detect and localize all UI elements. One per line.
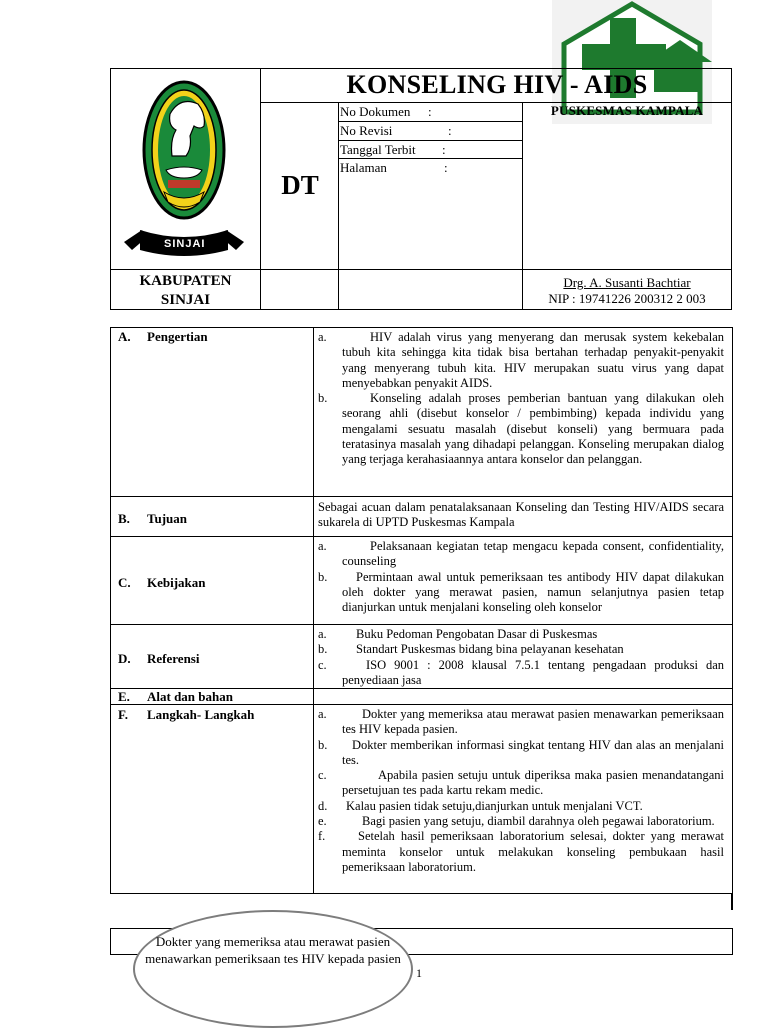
section-letter: E. (118, 689, 130, 704)
list-item (318, 768, 724, 799)
flowchart-step-ellipse (133, 910, 413, 1028)
list-text: Setelah hasil pemeriksaan laboratorium selesai, dokter yang merawat meminta konselor untuk melakukan konseling pembukaan hasil pemeriksaan laboratorium. (342, 829, 724, 874)
list-text: Kalau pasien tidak setuju,dianjurkan untuk menjalani VCT. (346, 798, 643, 813)
meta-no-dokumen (340, 104, 520, 120)
header-divider (338, 102, 339, 310)
list-item (318, 627, 724, 642)
flowchart-step-text: Dokter yang memeriksa atau merawat pasien menawarkan pemeriksaan tes HIV kepada pasien (145, 934, 401, 966)
list-marker: d. (318, 798, 328, 813)
region-line: KABUPATEN (139, 273, 232, 289)
section-title: Tujuan (147, 511, 187, 526)
meta-label: Tanggal Terbit (340, 142, 416, 157)
list-text: HIV adalah virus yang menyerang dan merusak system kekebalan tubuh kita sehingga kita tidak bisa bertahan terhadap penyakit-penyakit yang menyerang tubuh kita. HIV merupakan suatu virus yang dapat menyebabkan penyakit AIDS. (342, 330, 724, 390)
list-text: Pelaksanaan kegiatan tetap mengacu kepada consent, confidentiality, counseling (342, 539, 724, 569)
list-item (318, 570, 724, 616)
flowchart-step-number: 1 (416, 966, 422, 980)
meta-colon: : (428, 104, 432, 119)
table-divider (313, 327, 314, 894)
section-letter: B. (118, 511, 130, 526)
table-divider (731, 894, 733, 910)
list-item (318, 814, 724, 829)
list-item (318, 707, 724, 738)
section-title: Referensi (147, 651, 200, 666)
meta-colon: : (444, 160, 448, 175)
section-letter: D. (118, 651, 131, 666)
list-item (318, 539, 724, 570)
section-letter: F. (118, 707, 128, 722)
list-marker: b. (318, 391, 328, 406)
list-text: Dokter yang memeriksa atau merawat pasien menawarkan pemeriksaan tes HIV kepada pasien. (342, 707, 724, 737)
meta-colon: : (448, 123, 452, 138)
header-divider (260, 69, 261, 309)
list-marker: e. (318, 814, 327, 829)
list-item (318, 391, 724, 467)
list-text: Apabila pasien setuju untuk diperiksa maka pasien menandatangani persetujuan tes pada kartu rekam medic. (342, 768, 724, 798)
list-item (318, 799, 724, 814)
list-text: ISO 9001 : 2008 klausal 7.5.1 tentang pengadaan produksi dan penyediaan jasa (342, 657, 724, 687)
header-divider (338, 121, 522, 122)
table-divider (110, 496, 733, 497)
list-marker: a. (318, 627, 327, 641)
list-marker: f. (318, 829, 326, 844)
list-item (318, 829, 724, 875)
meta-colon: : (442, 142, 446, 157)
meta-label: Halaman (340, 160, 387, 175)
list-text: Buku Pedoman Pengobatan Dasar di Puskesmas (356, 627, 598, 641)
sinjai-emblem-logo (120, 74, 248, 262)
meta-label: No Dokumen (340, 104, 411, 119)
list-item (318, 658, 724, 689)
header-divider (522, 102, 523, 310)
section-content-tujuan: Sebagai acuan dalam penatalaksanaan Konseling dan Testing HIV/AIDS secara sukarela di UPTD Puskesmas Kampala (318, 500, 724, 530)
section-content-pengertian (318, 330, 724, 468)
section-letter: C. (118, 575, 131, 590)
list-text: Permintaan awal untuk pemeriksaan tes antibody HIV dapat dilakukan oleh dokter yang merawat pasien, namun selanjutnya pasien tetap dianjurkan untuk menjalani konseling oleh konselor (342, 569, 724, 615)
list-marker: b. (318, 569, 328, 584)
list-marker: a. (318, 707, 327, 721)
meta-tanggal-terbit (340, 142, 520, 158)
list-marker: b. (318, 642, 328, 657)
section-title: Langkah- Langkah (147, 707, 255, 722)
list-text: Dokter memberikan informasi singkat tentang HIV dan alas an menjalani tes. (342, 737, 724, 767)
list-item (318, 330, 724, 391)
meta-label: No Revisi (340, 123, 393, 138)
signer-nip: NIP : 19741226 200312 2 003 (548, 291, 706, 306)
header-divider (338, 158, 522, 159)
table-divider (110, 624, 733, 625)
header-divider (110, 269, 732, 270)
section-title: Kebijakan (147, 575, 206, 590)
list-item (318, 738, 724, 769)
section-letter: A. (118, 329, 131, 344)
list-marker: b. (318, 737, 328, 752)
document-title: KONSELING HIV - AIDS (346, 70, 648, 99)
list-text: Konseling adalah proses pemberian bantuan yang dilakukan oleh seorang ahli (disebut konselor / pembimbing) kepada individu yang mengalami sesuatu masalah (disebut konseli) yang bermuara pada teratasinya masalah yang dihadapi pelanggan. Konseling merupakan dialog yang terjaga kerahasiaannya antara konselor dan pelanggan. (342, 391, 724, 467)
list-text: Standart Puskesmas bidang bina pelayanan kesehatan (356, 642, 624, 657)
list-marker: c. (318, 657, 327, 672)
meta-no-revisi (340, 123, 520, 139)
section-title: Pengertian (147, 329, 208, 344)
meta-halaman (340, 160, 520, 176)
header-divider (338, 140, 522, 141)
section-content-referensi (318, 627, 724, 688)
list-marker: a. (318, 330, 327, 344)
list-item (318, 642, 724, 657)
logo-banner-text: SINJAI (164, 238, 206, 250)
section-content-langkah (318, 707, 724, 875)
signer-name: Drg. A. Susanti Bachtiar (563, 275, 691, 290)
region-line: SINJAI (160, 292, 211, 308)
table-divider (110, 536, 733, 537)
document-code: DT (281, 170, 319, 200)
list-marker: c. (318, 768, 327, 783)
institution-name: PUSKESMAS KAMPALA (550, 103, 704, 118)
section-content-kebijakan (318, 539, 724, 615)
list-marker: a. (318, 539, 327, 553)
section-title: Alat dan bahan (147, 689, 233, 704)
list-text: Bagi pasien yang setuju, diambil darahnya oleh pegawai laboratorium. (362, 814, 715, 829)
region-name (111, 272, 260, 310)
